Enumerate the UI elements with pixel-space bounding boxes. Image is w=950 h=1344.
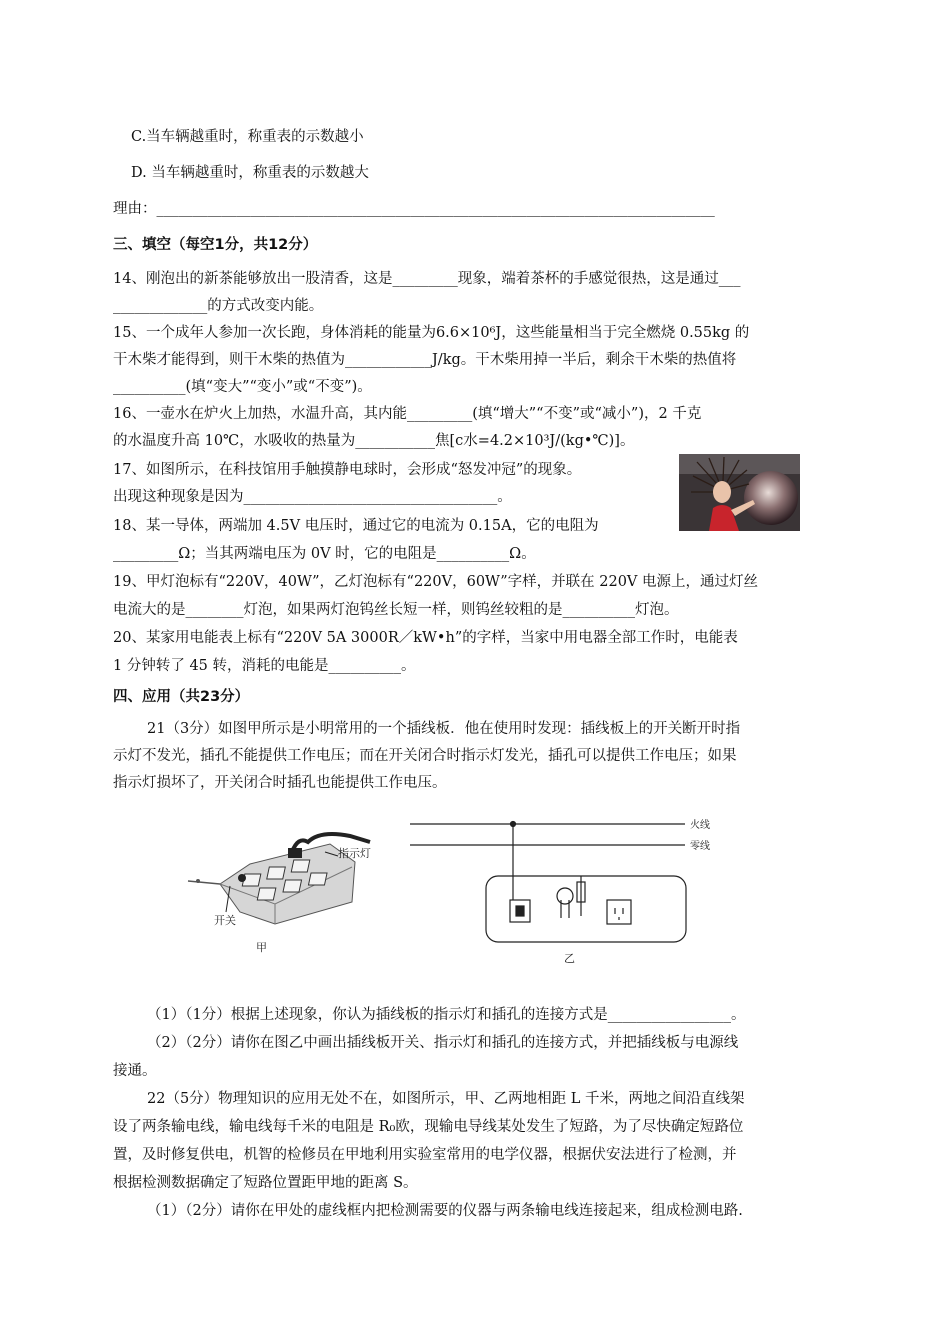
static-ball-photo [679, 454, 800, 531]
q17-line2: 出现这种现象是因为___________________________________。 [113, 489, 512, 505]
q21-sub1: （1）（1分）根据上述现象，你认为插线板的指示灯和插孔的连接方式是_________________。 [147, 1007, 746, 1023]
q21-line1: 21（3分）如图甲所示是小明常用的一个插线板．他在使用时发现：插线板上的开关断开时指 [147, 721, 741, 737]
q22-line2: 设了两条输电线，输电线每千米的电阻是 R₀欧，现输电导线某处发生了短路，为了尽快确定短路位 [113, 1119, 744, 1135]
q14-line2: _____________的方式改变内能。 [113, 298, 324, 314]
q16-line2: 的水温度升高 10℃，水吸收的热量为___________焦[c水=4.2×10³J/(kg•℃)]。 [113, 433, 635, 449]
q21-sub2-line1: （2）（2分）请你在图乙中画出插线板开关、指示灯和插孔的连接方式，并把插线板与电源线 [147, 1035, 739, 1051]
q21-line3: 指示灯损坏了，开关闭合时插孔也能提供工作电压。 [113, 775, 447, 791]
q15-line3: __________(填“变大”“变小”或“不变”)。 [113, 379, 372, 395]
q16-line1: 16、一壶水在炉火上加热，水温升高，其内能_________(填“增大”“不变”或“减小”)，2 千克 [113, 406, 702, 422]
q18-line1: 18、某一导体，两端加 4.5V 电压时，通过它的电流为 0.15A，它的电阻为 [113, 518, 599, 534]
q19-line2: 电流大的是________灯泡，如果两灯泡钨丝长短一样，则钨丝较粗的是__________灯泡。 [113, 602, 679, 618]
q18-line2: _________Ω；当其两端电压为 0V 时，它的电阻是__________Ω。 [113, 546, 536, 562]
q22-line4: 根据检测数据确定了短路位置距甲地的距离 S。 [113, 1175, 418, 1191]
q15-line1: 15、一个成年人参加一次长跑，身体消耗的能量为6.6×10⁶J，这些能量相当于完全燃烧 0.55kg 的 [113, 325, 750, 341]
q22-line3: 置，及时修复供电，机智的检修员在甲地利用实验室常用的电学仪器，根据伏安法进行了检测，并 [113, 1147, 737, 1163]
yi-label: 乙 [564, 952, 575, 965]
section-4-heading: 四、应用（共23分） [113, 689, 250, 705]
q22-sub1: （1）（2分）请你在甲处的虚线框内把检测需要的仪器与两条输电线连接起来，组成检测电路. [147, 1203, 743, 1219]
neutral-wire-label: 零线 [690, 841, 710, 852]
q21-sub2-line2: 接通。 [113, 1063, 157, 1079]
jia-label: 甲 [256, 941, 267, 954]
q22-line1: 22（5分）物理知识的应用无处不在，如图所示，甲、乙两地相距 L 千米，两地之间沿直线架 [147, 1091, 745, 1107]
reason-line: 理由：_____________________________________________________________________________ [113, 201, 715, 217]
q19-line1: 19、甲灯泡标有“220V，40W”，乙灯泡标有“220V，60W”字样，并联在 220V 电源上，通过灯丝 [113, 574, 759, 590]
circuit-diagram [410, 822, 686, 943]
switch-label: 开关 [214, 914, 236, 927]
indicator-label: 指示灯 [338, 847, 371, 860]
q14-line1: 14、刚泡出的新茶能够放出一股清香，这是_________现象，端着茶杯的手感觉很热，这是通过___ [113, 271, 741, 287]
section-3-heading: 三、填空（每空1分，共12分） [113, 237, 318, 253]
option-d: D. 当车辆越重时，称重表的示数越大 [131, 165, 369, 181]
q20-line2: 1 分钟转了 45 转，消耗的电能是__________。 [113, 658, 416, 674]
power-strip-figure [180, 812, 720, 972]
q15-line2: 干木柴才能得到，则干木柴的热值为____________J/kg。干木柴用掉一半后，剩余干木柴的热值将 [113, 352, 737, 368]
q17-line1: 17、如图所示，在科技馆用手触摸静电球时，会形成“怒发冲冠”的现象。 [113, 462, 582, 478]
live-wire-label: 火线 [690, 820, 710, 831]
q20-line1: 20、某家用电能表上标有“220V 5A 3000R／kW•h”的字样，当家中用电器全部工作时，电能表 [113, 630, 738, 646]
option-c: C.当车辆越重时，称重表的示数越小 [131, 129, 364, 145]
q21-line2: 示灯不发光，插孔不能提供工作电压；而在开关闭合时指示灯发光，插孔可以提供工作电压；如果 [113, 748, 737, 764]
